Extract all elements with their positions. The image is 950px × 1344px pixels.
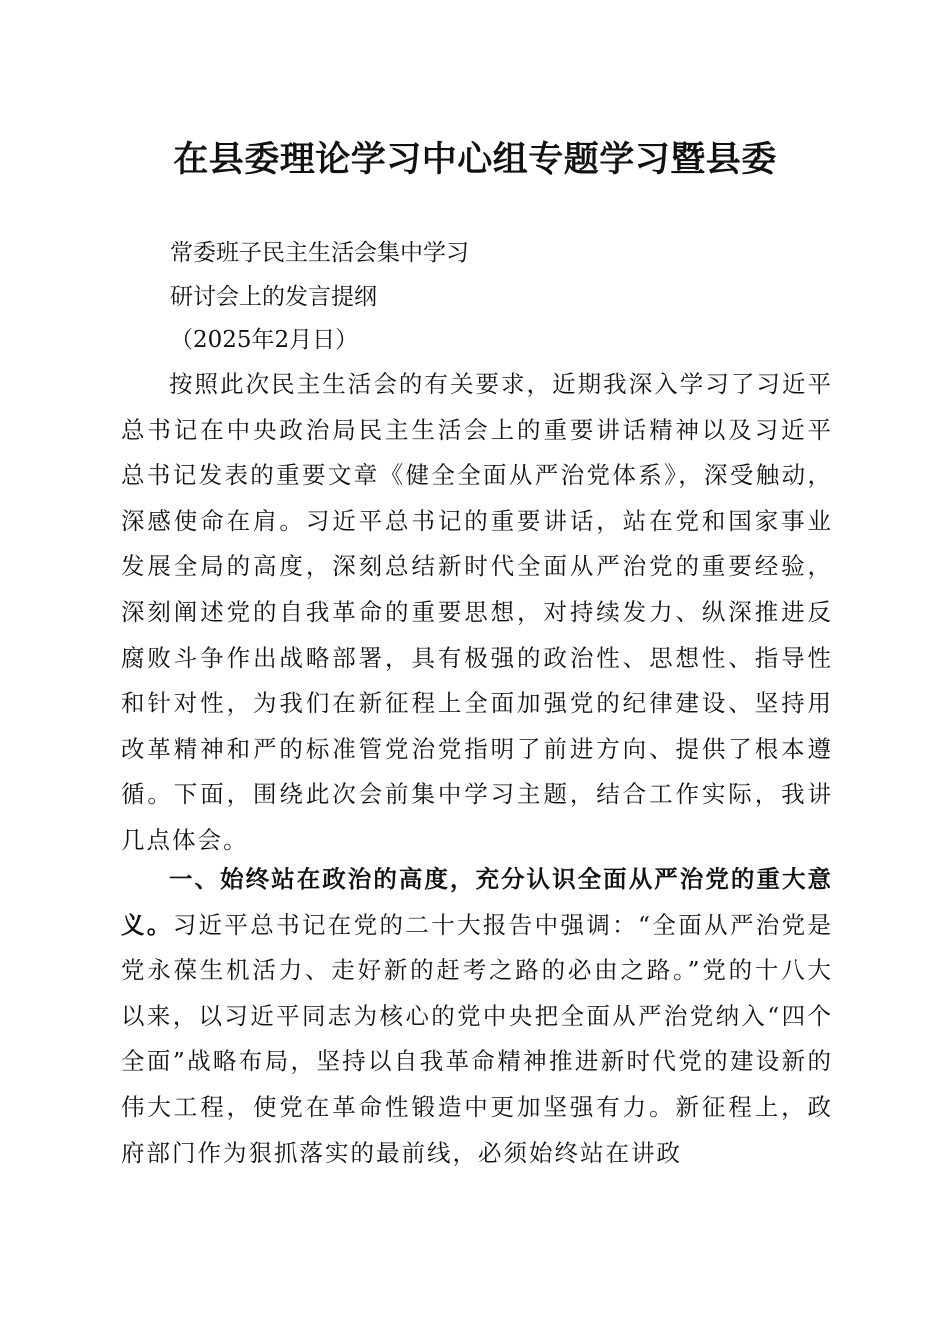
section-1-text: 习近平总书记在党的二十大报告中强调：“全面从严治党是党永葆生机活力、走好新的赶考之路的必由之路。”党的十八大以来，以习近平同志为核心的党中央把全面从严治党纳入“四个全面”战略布局，坚持以自我革命精神推进新时代党的建设新的伟大工程，使党在革命性锻造中更加坚强有力。新征程上，政府部门作为狠抓落实的最前线，必须始终站在讲政 <box>121 910 833 1167</box>
section-1-heading: 一、始终站在政治的高度，充分认识全面从严治党的重大意义。 <box>121 865 833 939</box>
subtitle-line-1: 常委班子民主生活会集中学习 <box>170 240 469 266</box>
subtitle-line-2: 研讨会上的发言提纲 <box>170 284 377 310</box>
document-title: 在县委理论学习中心组专题学习暨县委 <box>173 139 777 180</box>
section-1-paragraph <box>121 857 833 1176</box>
document-date: （2025年2月日） <box>170 327 359 353</box>
intro-paragraph: 按照此次民主生活会的有关要求，近期我深入学习了习近平总书记在中央政治局民主生活会上的重要讲话精神以及习近平总书记发表的重要文章《健全全面从严治党体系》，深受触动，深感使命在肩。习近平总书记的重要讲话，站在党和国家事业发展全局的高度，深刻总结新时代全面从严治党的重要经验，深刻阐述党的自我革命的重要思想，对持续发力、纵深推进反腐败斗争作出战略部署，具有极强的政治性、思想性、指导性和针对性，为我们在新征程上全面加强党的纪律建设、坚持用改革精神和严的标准管党治党指明了前进方向、提供了根本遵循。下面，围绕此次会前集中学习主题，结合工作实际，我讲几点体会。 <box>121 370 833 854</box>
